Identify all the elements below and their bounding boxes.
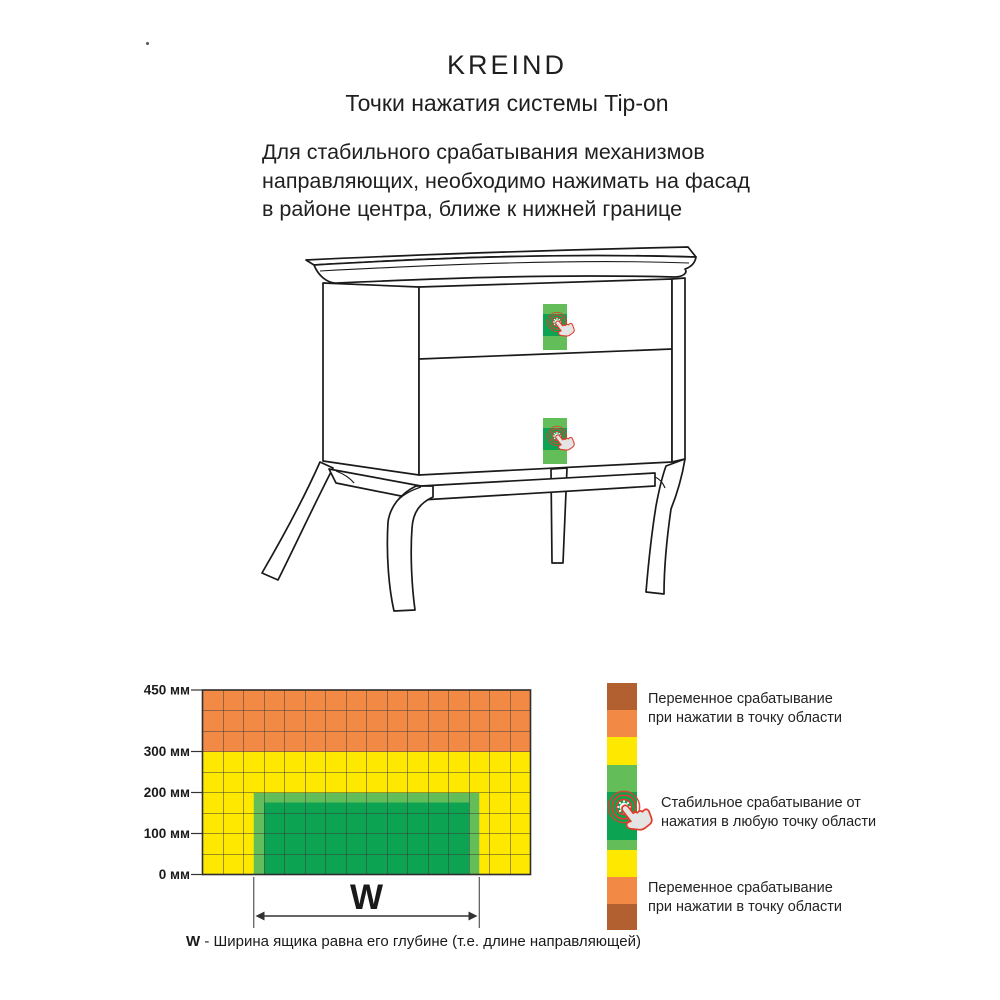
caption-w: W [186,933,201,950]
legend-strip-segment [607,710,637,737]
header [14,50,1000,117]
legend-text-line: Переменное срабатывание [648,691,833,707]
cabinet-right-edge [672,278,685,462]
axis-ticks [191,690,203,875]
cabinet-legs [262,459,685,611]
legend-text-line: при нажатии в точку области [648,710,842,726]
width-dimension-label: W [349,878,384,917]
legend-item-stable [661,794,876,832]
zone-grid-diagram [140,675,610,975]
intro-line: в районе центра, ближе к нижней границе [262,197,683,221]
intro-paragraph [262,138,750,224]
page-title: KREIND [446,50,567,80]
tap-hand-icon [616,796,656,837]
cabinet-side-panel [323,283,419,475]
stray-dot [146,42,149,45]
diagram-caption [186,933,641,950]
axis-label-200: 200 мм [143,785,190,800]
caption-text: - Ширина ящика равна его глубине (т.е. длине направляющей) [200,933,641,950]
legend-text-line: нажатия в любую точку области [661,814,877,830]
axis-label-0: 0 мм [158,867,190,882]
cabinet-illustration [230,240,770,640]
legend-item-variable-top [648,690,842,728]
axis-label-300: 300 мм [143,744,190,759]
legend-text-line: Переменное срабатывание [648,880,833,896]
cabinet-top [306,247,696,283]
legend-strip-segment [607,737,637,765]
width-dimension [254,877,480,928]
legend-strip-segment [607,683,637,710]
intro-line: направляющих, необходимо нажимать на фасад [262,168,750,193]
legend-strip-segment [607,877,637,904]
page-subtitle: Точки нажатия системы Tip-on [345,90,669,116]
cabinet-body [323,278,685,475]
legend-text-line: Стабильное срабатывание от [661,795,861,811]
legend-strip-segment [607,904,637,930]
intro-line: Для стабильного срабатывания механизмов [262,140,705,164]
legend-item-variable-bottom [648,879,842,917]
axis-label-100: 100 мм [143,826,190,841]
legend-text-line: при нажатии в точку области [648,899,842,915]
axis-label-450: 450 мм [143,682,190,698]
